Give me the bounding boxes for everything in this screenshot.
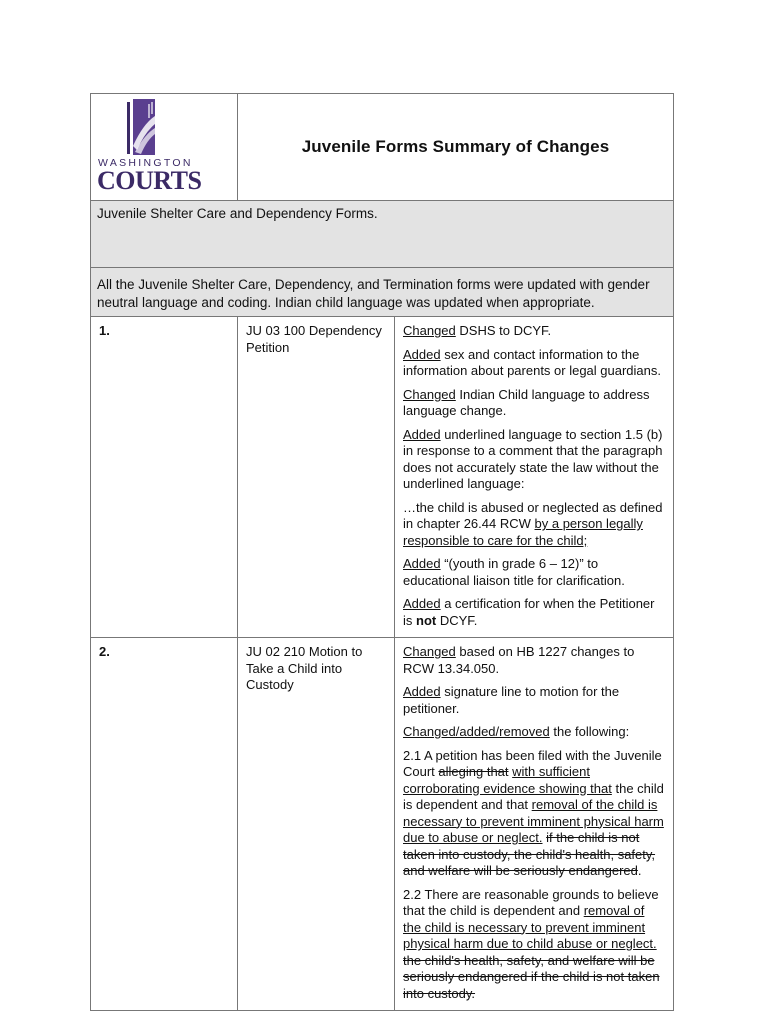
change-verb: Added bbox=[403, 346, 441, 362]
change-verb: Changed/added/removed bbox=[403, 724, 550, 739]
change-item bbox=[403, 596, 665, 629]
page-title: Juvenile Forms Summary of Changes bbox=[301, 137, 610, 156]
underlined-text: removal of the child is necessary to prevent imminent physical harm due to abuse or neglect. bbox=[403, 797, 664, 845]
change-text: “(youth in grade 6 – 12)” to educational liaison title for clarification. bbox=[403, 556, 625, 588]
bold-text: not bbox=[416, 612, 437, 628]
section-subtitle: Juvenile Shelter Care and Dependency Forms. bbox=[91, 201, 674, 268]
logo-courts-text: COURTS bbox=[97, 166, 202, 195]
change-verb: Changed bbox=[403, 386, 456, 402]
form-name: JU 03 100 Dependency Petition bbox=[238, 317, 395, 638]
logo-cell bbox=[91, 94, 238, 201]
change-verb: Added bbox=[403, 556, 441, 571]
logo-washington-text: WASHINGTON bbox=[98, 157, 193, 169]
quote-text: …the child is abused or neglected as defined in chapter 26.44 RCW bbox=[403, 499, 663, 531]
intro-row bbox=[91, 268, 674, 317]
summary-table bbox=[90, 93, 674, 1011]
row-number: 1. bbox=[91, 317, 238, 638]
change-text: a certification for when the Petitioner is bbox=[403, 596, 655, 628]
underlined-text: with sufficient corroborating evidence showing that bbox=[403, 764, 612, 796]
change-text: the following: bbox=[549, 724, 630, 739]
change-text: sex and contact information to the information about parents or legal guardians. bbox=[403, 346, 661, 378]
change-item bbox=[403, 427, 665, 493]
changes-list bbox=[395, 317, 674, 638]
change-verb: Added bbox=[403, 684, 441, 699]
change-verb: Added bbox=[403, 426, 441, 442]
change-item bbox=[403, 644, 665, 677]
change-text: Indian Child language to address language change. bbox=[403, 386, 650, 418]
quoted-language bbox=[403, 500, 665, 550]
section-2-2-text bbox=[403, 887, 665, 1003]
change-text: DCYF. bbox=[436, 612, 478, 628]
change-item bbox=[403, 724, 665, 741]
summary-document bbox=[90, 93, 674, 1011]
changes-list bbox=[395, 638, 674, 1011]
plain-text: the child is dependent and that bbox=[403, 780, 664, 812]
subtitle-row bbox=[91, 201, 674, 268]
underlined-text: removal of the child is necessary to prevent imminent physical harm due to child abuse or neglect. bbox=[403, 903, 657, 951]
change-verb: Added bbox=[403, 596, 441, 611]
struck-text: the child's health, safety, and welfare will be seriously endangered if the child is not taken into custody. bbox=[403, 952, 660, 1001]
plain-text: 2.2 There are reasonable grounds to believe that the child is dependent and bbox=[403, 886, 659, 918]
plain-text: 2.1 A petition has been filed with the Juvenile Court bbox=[403, 747, 662, 779]
section-2-1-text bbox=[403, 748, 665, 880]
table-row bbox=[91, 317, 674, 638]
change-item bbox=[403, 347, 665, 380]
change-verb: Changed bbox=[403, 323, 456, 338]
change-item bbox=[403, 323, 665, 340]
underlined-text: by a person legally responsible to care for the child; bbox=[403, 516, 643, 548]
change-text: DSHS to DCYF. bbox=[455, 323, 552, 338]
change-text: underlined language to section 1.5 (b) in response to a comment that the paragraph does not accurately state the law without the underlined language: bbox=[403, 426, 663, 491]
change-text: based on HB 1227 changes to RCW 13.34.050. bbox=[403, 644, 635, 676]
intro-text: All the Juvenile Shelter Care, Dependency, and Termination forms were updated with gender neutral language and coding. Indian child language was updated when appropriate. bbox=[91, 268, 674, 317]
struck-text: if the child is not taken into custody, the child's health, safety, and welfare will be seriously endangered bbox=[403, 830, 656, 878]
table-row bbox=[91, 638, 674, 1011]
title-cell bbox=[238, 94, 674, 201]
row-number: 2. bbox=[91, 638, 238, 1011]
header-row bbox=[91, 94, 674, 201]
form-name: JU 02 210 Motion to Take a Child into Custody bbox=[238, 638, 395, 1011]
struck-text: alleging that bbox=[438, 764, 509, 779]
change-text: signature line to motion for the petitioner. bbox=[403, 684, 620, 716]
plain-text: . bbox=[637, 863, 642, 878]
change-verb: Changed bbox=[403, 644, 456, 659]
change-item bbox=[403, 684, 665, 717]
change-item bbox=[403, 556, 665, 589]
change-item bbox=[403, 387, 665, 420]
